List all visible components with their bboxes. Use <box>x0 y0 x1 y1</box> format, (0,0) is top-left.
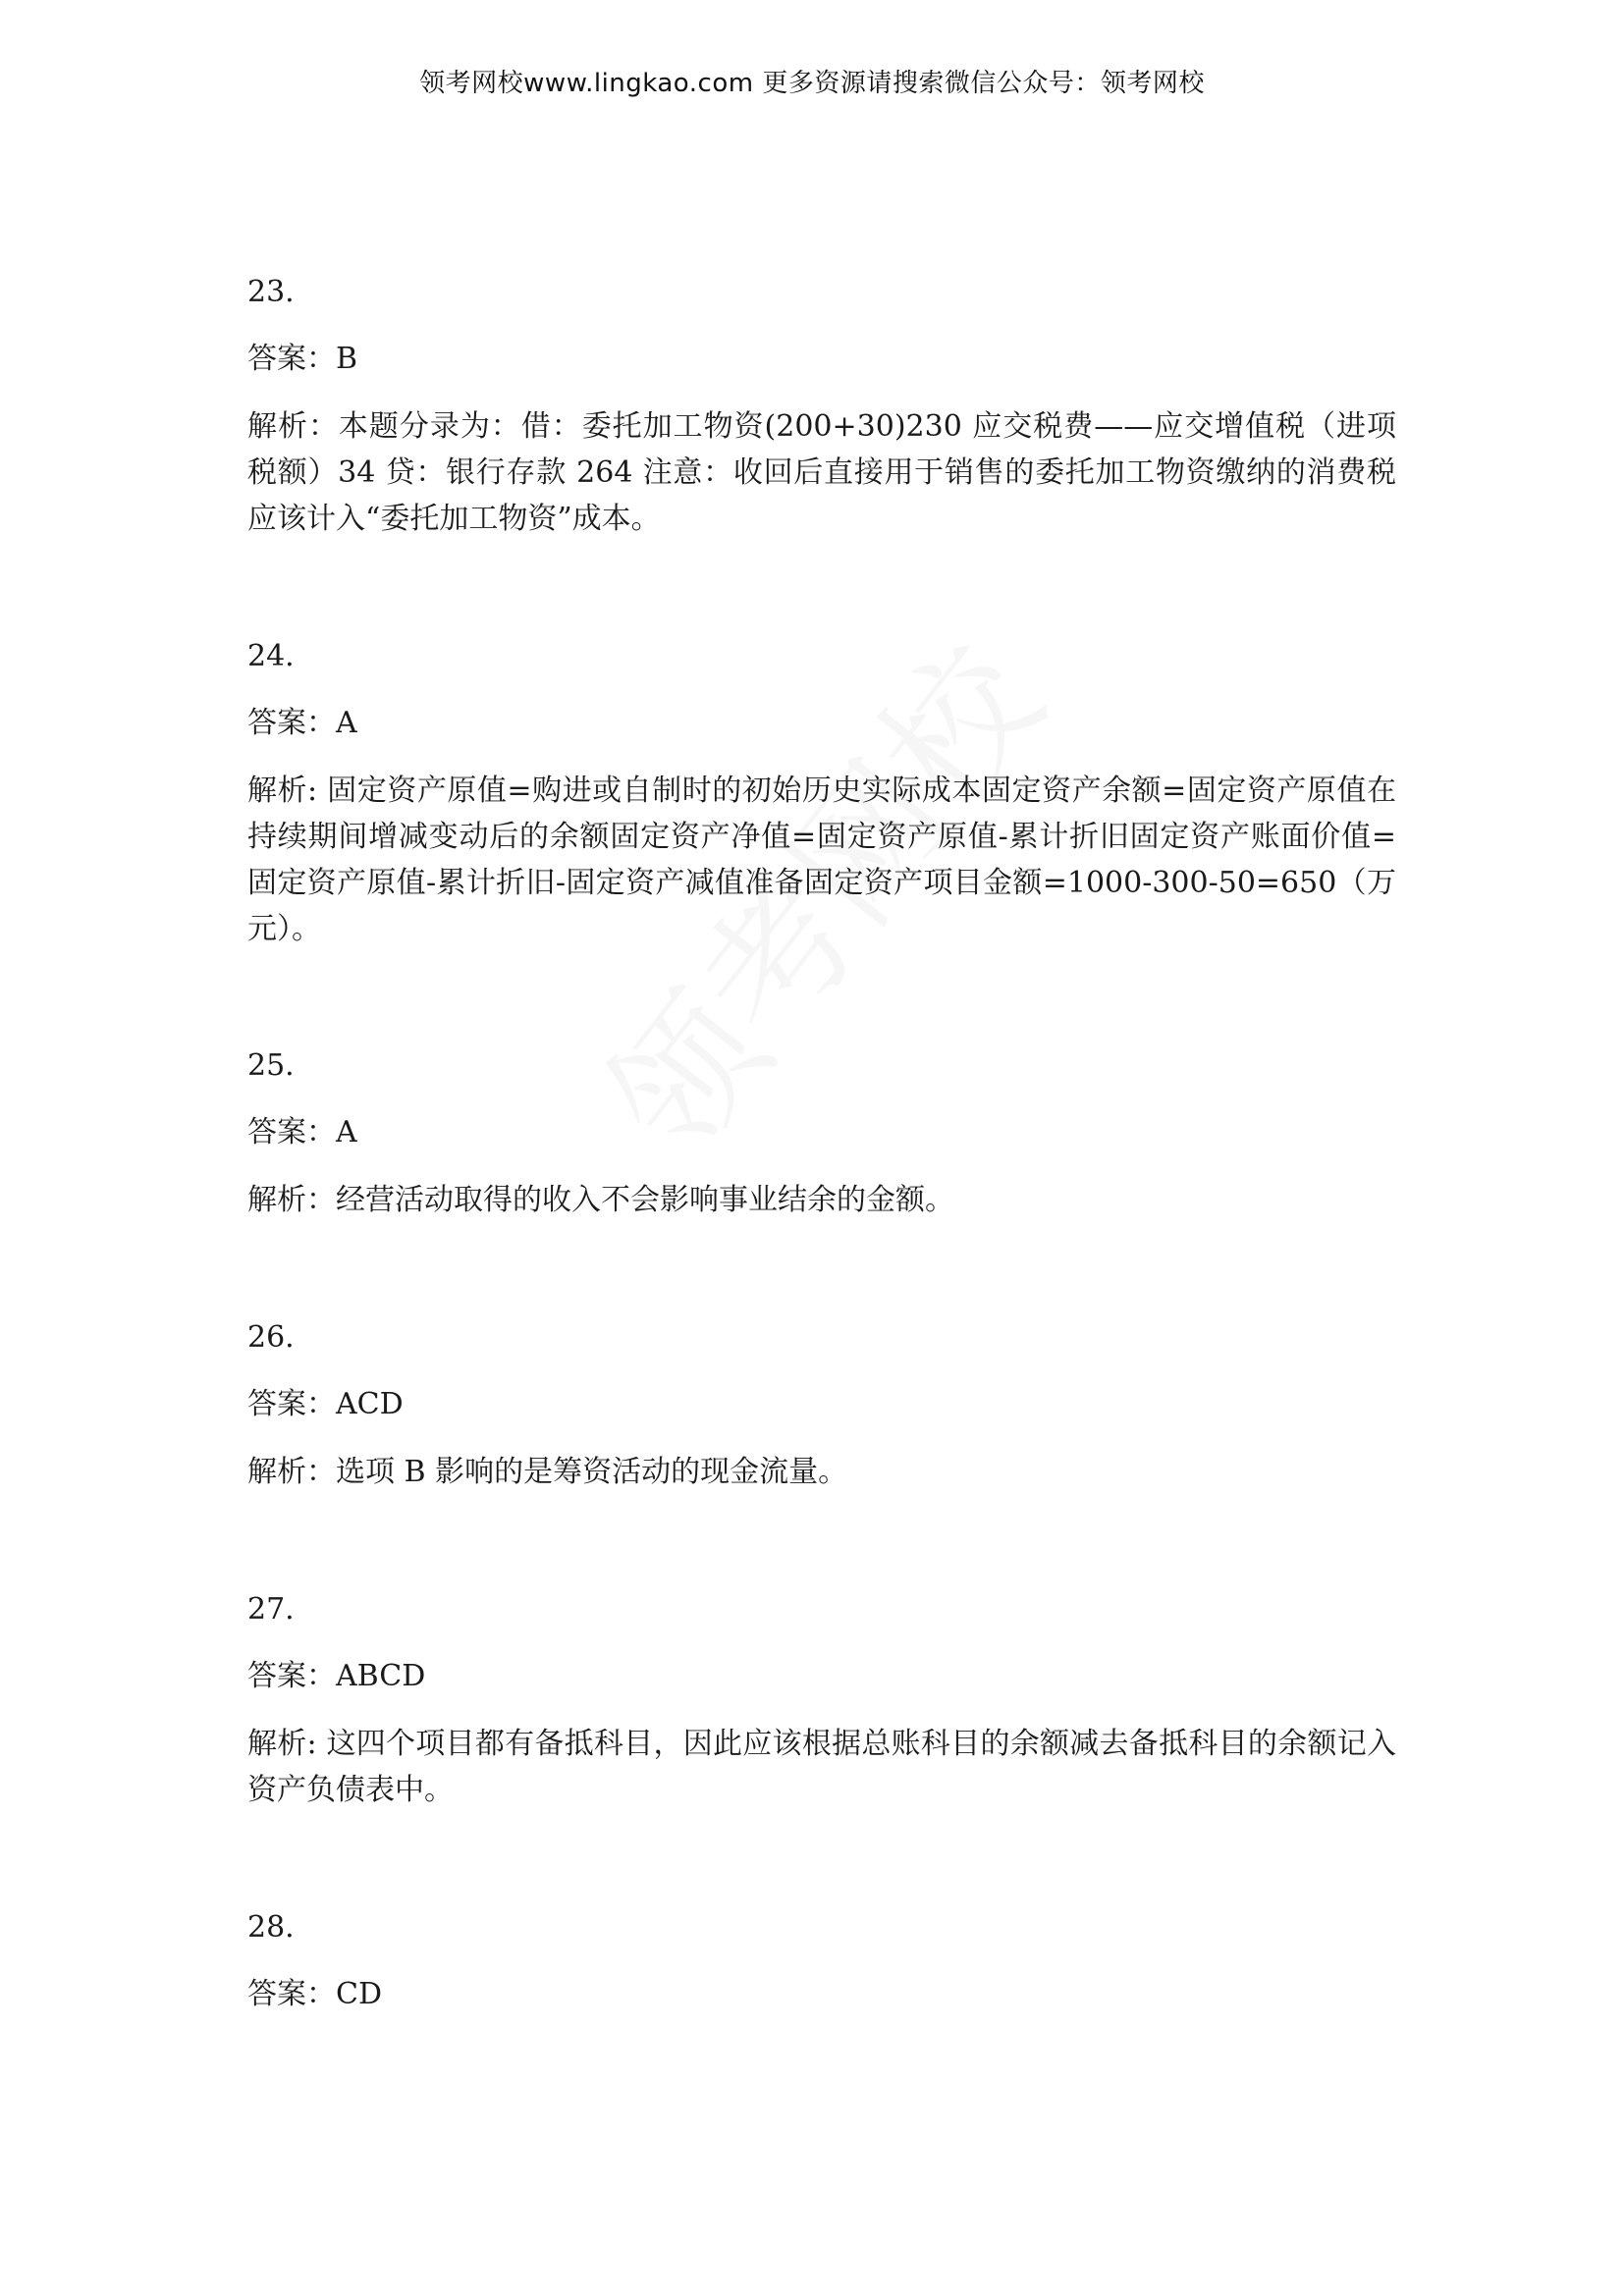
analysis-text: 解析：选项 B 影响的是筹资活动的现金流量。 <box>247 1455 848 1489</box>
analysis-text: 解析：经营活动取得的收入不会影响事业结余的金额。 <box>247 1183 954 1217</box>
question-block-25 <box>247 1049 1396 1223</box>
question-number: 26. <box>247 1320 295 1355</box>
question-number: 24. <box>247 639 295 673</box>
question-number: 28. <box>247 1910 295 1945</box>
answer-line: 答案：A <box>247 1115 357 1149</box>
answer-line: 答案：ABCD <box>247 1659 426 1693</box>
answer-line: 答案：CD <box>247 1977 383 2011</box>
question-number: 23. <box>247 275 295 309</box>
analysis-text: 解析: 固定资产原值=购进或自制时的初始历史实际成本固定资产余额=固定资产原值在持续期间增减变动后的余额固定资产净值=固定资产原值-累计折旧固定资产账面价值=固定资产原值-累计折旧-固定资产减值准备固定资产项目金额=1000-300-50=650（万元）。 <box>247 774 1396 946</box>
question-block-27 <box>247 1593 1396 1813</box>
page-header: 领考网校www.lingkao.com 更多资源请搜索微信公众号：领考网校 <box>419 69 1205 98</box>
analysis-text: 解析：本题分录为：借：委托加工物资(200+30)230 应交税费——应交增值税（进项税额）34 贷：银行存款 264 注意：收回后直接用于销售的委托加工物资缴纳的消费税应该计入“委托加工物资”成本。 <box>247 409 1396 536</box>
answer-line: 答案：B <box>247 342 358 376</box>
question-block-26 <box>247 1321 1396 1495</box>
answer-line: 答案：A <box>247 706 357 740</box>
question-number: 25. <box>247 1048 295 1083</box>
question-block-28 <box>247 1911 1396 2011</box>
question-block-23 <box>247 276 1396 542</box>
question-number: 27. <box>247 1592 295 1627</box>
question-block-24 <box>247 640 1396 952</box>
answer-line: 答案：ACD <box>247 1387 404 1421</box>
analysis-text: 解析: 这四个项目都有备抵科目，因此应该根据总账科目的余额减去备抵科目的余额记入资产负债表中。 <box>247 1727 1396 1807</box>
